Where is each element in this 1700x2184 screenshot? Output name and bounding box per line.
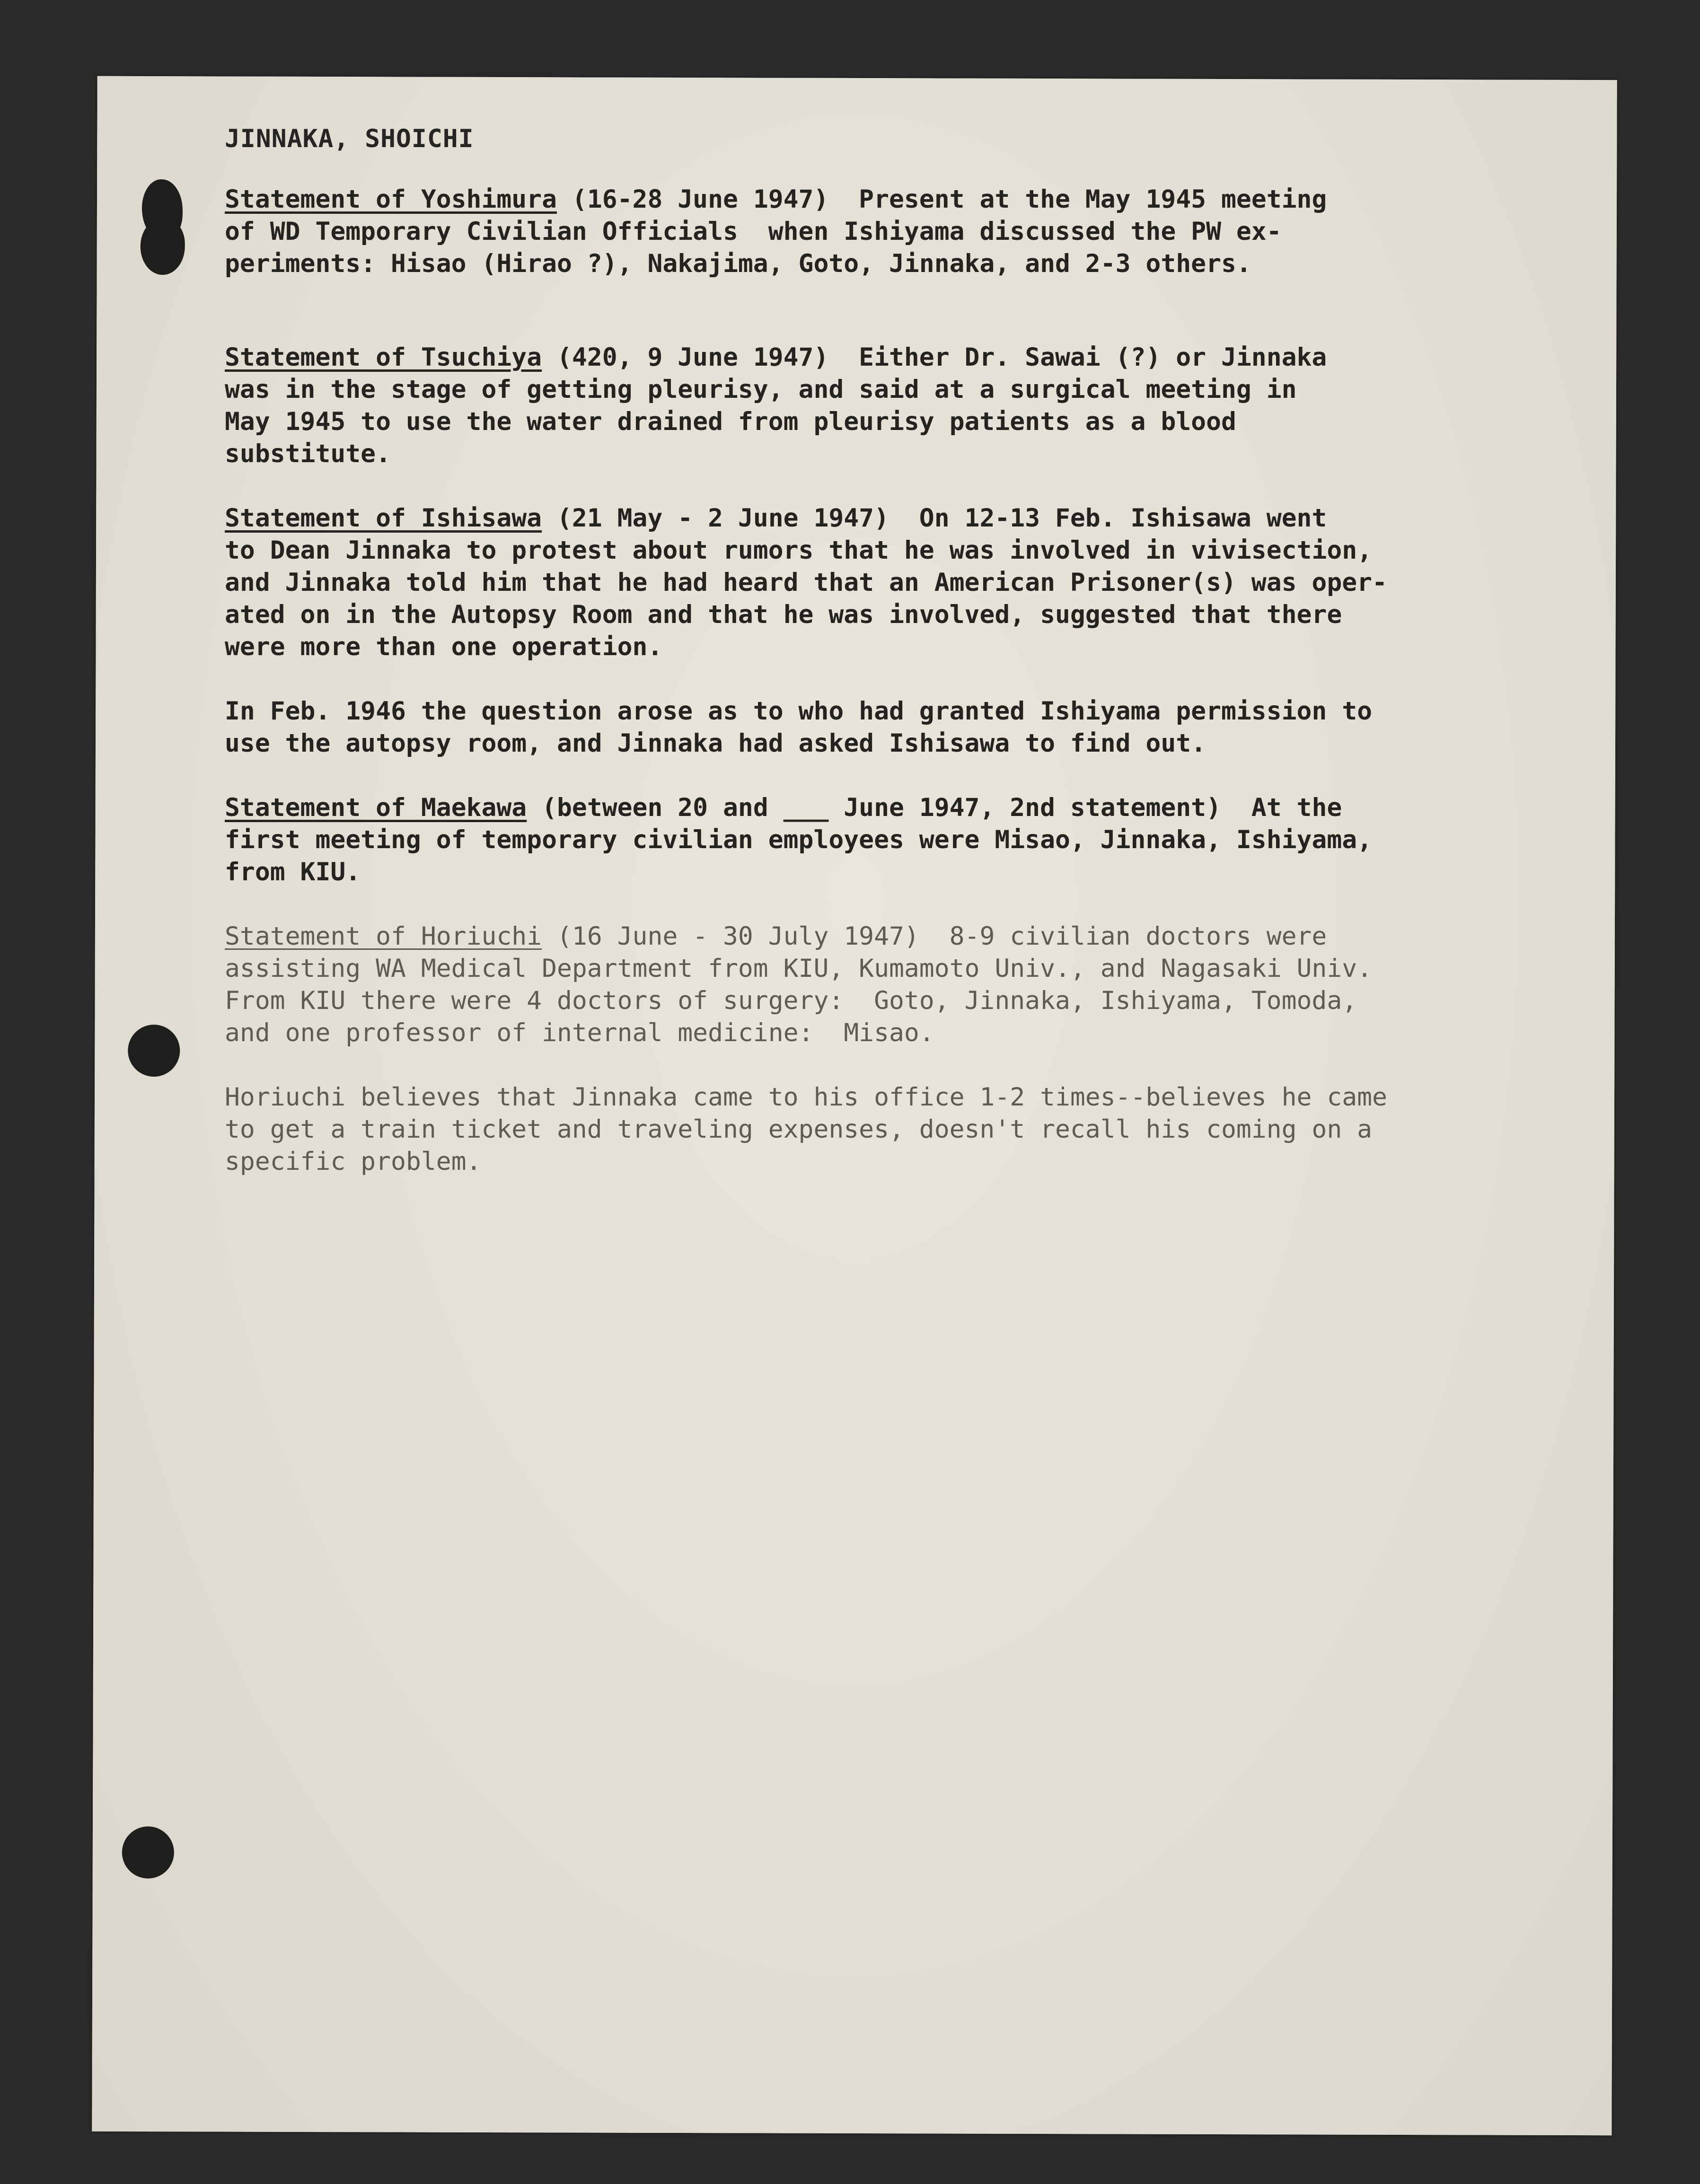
source-heading: Statement of Ishisawa — [225, 504, 542, 533]
paragraph-text: (between 20 and ___ June 1947, 2nd statement) At the first meeting of temporary civilian employees were Misao, Jinnaka, Ishiyama, from KIU. — [225, 793, 1373, 886]
paragraph-feb-1946 — [225, 695, 1502, 760]
binder-hole-bottom — [122, 1826, 174, 1878]
binder-hole-middle — [128, 1025, 180, 1077]
source-heading: Statement of Yoshimura — [225, 185, 557, 214]
paragraph-tsuchiya — [225, 342, 1502, 470]
paragraph-text: (420, 9 June 1947) Either Dr. Sawai (?) or Jinnaka was in the stage of getting pleurisy, and said at a surgical meeting in May 1945 to use the water drained from pleurisy patients as a blood substitute. — [225, 343, 1327, 468]
paragraph-text: (21 May - 2 June 1947) On 12-13 Feb. Ishisawa went to Dean Jinnaka to protest about rumors that he was involved in vivisection, and Jinnaka told him that he had heard that an American Prisoner(s) was oper- ated on in the Autopsy Room and that he was involved, suggested that there were more than one operation. — [225, 504, 1387, 661]
paragraph-maekawa — [225, 792, 1502, 888]
paragraph-text: (16-28 June 1947) Present at the May 1945 meeting of WD Temporary Civilian Officials when Ishiyama discussed the PW ex- periments: Hisao (Hirao ?), Nakajima, Goto, Jinnaka, and 2-3 others. — [225, 185, 1327, 278]
paragraph-yoshimura — [225, 184, 1502, 280]
document-title: JINNAKA, SHOICHI — [225, 124, 474, 153]
paragraph-text: (16 June - 30 July 1947) 8-9 civilian doctors were assisting WA Medical Department from KIU, Kumamoto Univ., and Nagasaki Univ. From KIU there were 4 doctors of surgery: Goto, Jinnaka, Ishiyama, Tomoda, and one professor of internal medicine: Misao. — [225, 922, 1373, 1047]
paragraph-text: In Feb. 1946 the question arose as to who had granted Ishiyama permission to use the autopsy room, and Jinnaka had asked Ishisawa to find out. — [225, 697, 1373, 758]
document-body — [225, 123, 1502, 1178]
paragraph-ishisawa — [225, 502, 1502, 663]
binder-hole-top-lower — [141, 218, 185, 275]
paragraph-horiuchi-beliefs — [225, 1081, 1502, 1178]
source-heading: Statement of Horiuchi — [225, 922, 542, 951]
source-heading: Statement of Tsuchiya — [225, 343, 542, 372]
paragraph-horiuchi — [225, 921, 1502, 1049]
source-heading: Statement of Maekawa — [225, 793, 527, 822]
paragraph-text: Horiuchi believes that Jinnaka came to his office 1-2 times--believes he came to get a train ticket and traveling expenses, doesn't recall his coming on a specific problem. — [225, 1083, 1387, 1176]
